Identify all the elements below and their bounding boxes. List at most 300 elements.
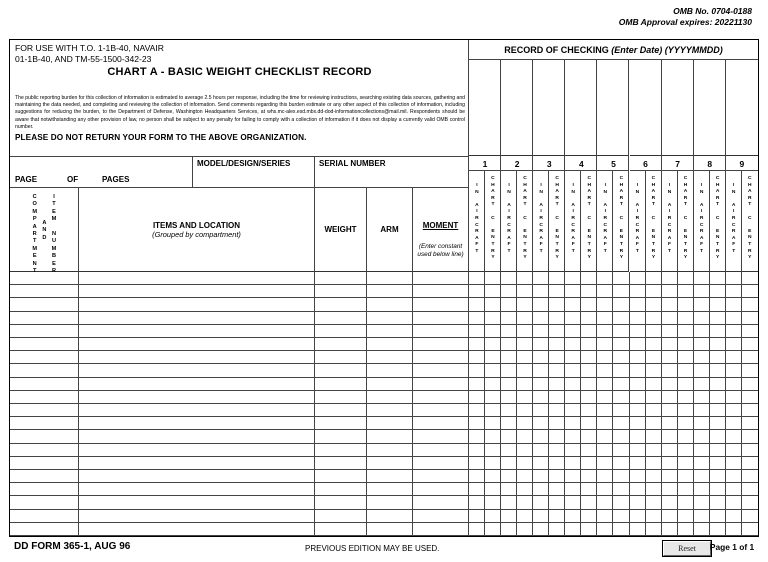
chart-c-entry-cell-5[interactable] (614, 444, 630, 457)
chart-c-entry-cell-5[interactable] (614, 417, 630, 430)
in-aircraft-cell-7[interactable] (662, 444, 678, 457)
weight-cell[interactable] (315, 496, 367, 509)
chart-c-entry-cell-6[interactable] (646, 483, 662, 496)
in-aircraft-cell-6[interactable] (630, 470, 646, 483)
in-aircraft-cell-4[interactable] (565, 404, 581, 417)
in-aircraft-cell-5[interactable] (597, 351, 613, 364)
in-aircraft-cell-1[interactable] (469, 417, 485, 430)
in-aircraft-cell-9[interactable] (726, 391, 742, 404)
in-aircraft-cell-4[interactable] (565, 325, 581, 338)
in-aircraft-cell-3[interactable] (533, 496, 549, 509)
compartment-item-cell[interactable] (10, 272, 79, 285)
chart-c-entry-cell-5[interactable] (614, 496, 630, 509)
chart-c-entry-cell-3[interactable] (549, 430, 565, 443)
in-aircraft-cell-3[interactable] (533, 364, 549, 377)
in-aircraft-cell-5[interactable] (597, 496, 613, 509)
date-cell-9[interactable] (726, 60, 758, 156)
moment-cell[interactable] (413, 523, 469, 536)
in-aircraft-cell-3[interactable] (533, 404, 549, 417)
chart-c-entry-cell-8[interactable] (710, 496, 726, 509)
in-aircraft-cell-5[interactable] (597, 457, 613, 470)
in-aircraft-cell-3[interactable] (533, 457, 549, 470)
in-aircraft-cell-7[interactable] (662, 404, 678, 417)
chart-c-entry-cell-9[interactable] (742, 417, 758, 430)
arm-cell[interactable] (367, 325, 413, 338)
chart-c-entry-cell-1[interactable] (485, 391, 501, 404)
chart-c-entry-cell-4[interactable] (581, 510, 597, 523)
in-aircraft-cell-9[interactable] (726, 351, 742, 364)
in-aircraft-cell-9[interactable] (726, 338, 742, 351)
in-aircraft-cell-8[interactable] (694, 298, 710, 311)
in-aircraft-cell-5[interactable] (597, 430, 613, 443)
chart-c-entry-cell-9[interactable] (742, 364, 758, 377)
chart-c-entry-cell-9[interactable] (742, 470, 758, 483)
in-aircraft-cell-1[interactable] (469, 444, 485, 457)
in-aircraft-cell-2[interactable] (501, 285, 517, 298)
in-aircraft-cell-2[interactable] (501, 272, 517, 285)
date-cell-4[interactable] (565, 60, 597, 156)
in-aircraft-cell-3[interactable] (533, 325, 549, 338)
chart-c-entry-cell-3[interactable] (549, 338, 565, 351)
chart-c-entry-cell-1[interactable] (485, 312, 501, 325)
in-aircraft-cell-6[interactable] (630, 496, 646, 509)
chart-c-entry-cell-2[interactable] (517, 404, 533, 417)
chart-c-entry-cell-7[interactable] (678, 312, 694, 325)
moment-cell[interactable] (413, 444, 469, 457)
weight-cell[interactable] (315, 417, 367, 430)
in-aircraft-cell-3[interactable] (533, 523, 549, 536)
in-aircraft-cell-7[interactable] (662, 325, 678, 338)
in-aircraft-cell-6[interactable] (630, 444, 646, 457)
chart-c-entry-cell-8[interactable] (710, 325, 726, 338)
chart-c-entry-cell-6[interactable] (646, 470, 662, 483)
items-location-cell[interactable] (79, 417, 315, 430)
chart-c-entry-cell-2[interactable] (517, 391, 533, 404)
chart-c-entry-cell-1[interactable] (485, 404, 501, 417)
compartment-item-cell[interactable] (10, 470, 79, 483)
date-cell-1[interactable] (469, 60, 501, 156)
items-location-cell[interactable] (79, 378, 315, 391)
in-aircraft-cell-1[interactable] (469, 312, 485, 325)
chart-c-entry-cell-2[interactable] (517, 312, 533, 325)
arm-cell[interactable] (367, 430, 413, 443)
chart-c-entry-cell-3[interactable] (549, 364, 565, 377)
in-aircraft-cell-1[interactable] (469, 510, 485, 523)
in-aircraft-cell-4[interactable] (565, 351, 581, 364)
chart-c-entry-cell-4[interactable] (581, 470, 597, 483)
chart-c-entry-cell-3[interactable] (549, 391, 565, 404)
in-aircraft-cell-9[interactable] (726, 483, 742, 496)
in-aircraft-cell-2[interactable] (501, 523, 517, 536)
compartment-item-cell[interactable] (10, 391, 79, 404)
in-aircraft-cell-9[interactable] (726, 470, 742, 483)
chart-c-entry-cell-9[interactable] (742, 312, 758, 325)
weight-cell[interactable] (315, 483, 367, 496)
in-aircraft-cell-1[interactable] (469, 470, 485, 483)
chart-c-entry-cell-6[interactable] (646, 496, 662, 509)
arm-cell[interactable] (367, 272, 413, 285)
chart-c-entry-cell-5[interactable] (614, 285, 630, 298)
in-aircraft-cell-6[interactable] (630, 378, 646, 391)
chart-c-entry-cell-4[interactable] (581, 523, 597, 536)
in-aircraft-cell-8[interactable] (694, 285, 710, 298)
chart-c-entry-cell-4[interactable] (581, 272, 597, 285)
chart-c-entry-cell-7[interactable] (678, 351, 694, 364)
date-cell-5[interactable] (597, 60, 629, 156)
in-aircraft-cell-8[interactable] (694, 483, 710, 496)
in-aircraft-cell-9[interactable] (726, 430, 742, 443)
chart-c-entry-cell-1[interactable] (485, 272, 501, 285)
in-aircraft-cell-4[interactable] (565, 312, 581, 325)
in-aircraft-cell-3[interactable] (533, 285, 549, 298)
chart-c-entry-cell-2[interactable] (517, 470, 533, 483)
in-aircraft-cell-9[interactable] (726, 404, 742, 417)
chart-c-entry-cell-9[interactable] (742, 430, 758, 443)
chart-c-entry-cell-4[interactable] (581, 457, 597, 470)
in-aircraft-cell-4[interactable] (565, 430, 581, 443)
chart-c-entry-cell-8[interactable] (710, 430, 726, 443)
in-aircraft-cell-4[interactable] (565, 338, 581, 351)
in-aircraft-cell-8[interactable] (694, 510, 710, 523)
in-aircraft-cell-4[interactable] (565, 523, 581, 536)
in-aircraft-cell-1[interactable] (469, 364, 485, 377)
in-aircraft-cell-8[interactable] (694, 364, 710, 377)
in-aircraft-cell-2[interactable] (501, 325, 517, 338)
chart-c-entry-cell-5[interactable] (614, 510, 630, 523)
compartment-item-cell[interactable] (10, 483, 79, 496)
date-cell-3[interactable] (533, 60, 565, 156)
chart-c-entry-cell-3[interactable] (549, 510, 565, 523)
in-aircraft-cell-7[interactable] (662, 312, 678, 325)
in-aircraft-cell-5[interactable] (597, 298, 613, 311)
moment-cell[interactable] (413, 285, 469, 298)
chart-c-entry-cell-2[interactable] (517, 457, 533, 470)
chart-c-entry-cell-7[interactable] (678, 523, 694, 536)
chart-c-entry-cell-3[interactable] (549, 378, 565, 391)
weight-cell[interactable] (315, 338, 367, 351)
in-aircraft-cell-4[interactable] (565, 483, 581, 496)
chart-c-entry-cell-3[interactable] (549, 351, 565, 364)
in-aircraft-cell-8[interactable] (694, 272, 710, 285)
in-aircraft-cell-9[interactable] (726, 325, 742, 338)
items-location-cell[interactable] (79, 470, 315, 483)
chart-c-entry-cell-5[interactable] (614, 470, 630, 483)
chart-c-entry-cell-7[interactable] (678, 470, 694, 483)
in-aircraft-cell-3[interactable] (533, 338, 549, 351)
chart-c-entry-cell-5[interactable] (614, 338, 630, 351)
items-location-cell[interactable] (79, 444, 315, 457)
chart-c-entry-cell-5[interactable] (614, 404, 630, 417)
weight-cell[interactable] (315, 391, 367, 404)
in-aircraft-cell-8[interactable] (694, 338, 710, 351)
compartment-item-cell[interactable] (10, 378, 79, 391)
in-aircraft-cell-4[interactable] (565, 298, 581, 311)
in-aircraft-cell-7[interactable] (662, 364, 678, 377)
compartment-item-cell[interactable] (10, 404, 79, 417)
reset-button[interactable]: Reset (663, 541, 711, 556)
compartment-item-cell[interactable] (10, 351, 79, 364)
in-aircraft-cell-1[interactable] (469, 325, 485, 338)
chart-c-entry-cell-9[interactable] (742, 444, 758, 457)
items-location-cell[interactable] (79, 364, 315, 377)
chart-c-entry-cell-2[interactable] (517, 351, 533, 364)
chart-c-entry-cell-7[interactable] (678, 285, 694, 298)
arm-cell[interactable] (367, 404, 413, 417)
weight-cell[interactable] (315, 351, 367, 364)
date-cell-8[interactable] (694, 60, 726, 156)
in-aircraft-cell-7[interactable] (662, 298, 678, 311)
moment-cell[interactable] (413, 312, 469, 325)
chart-c-entry-cell-2[interactable] (517, 523, 533, 536)
chart-c-entry-cell-3[interactable] (549, 496, 565, 509)
items-location-cell[interactable] (79, 285, 315, 298)
in-aircraft-cell-1[interactable] (469, 298, 485, 311)
in-aircraft-cell-2[interactable] (501, 417, 517, 430)
moment-cell[interactable] (413, 325, 469, 338)
date-cell-2[interactable] (501, 60, 533, 156)
arm-cell[interactable] (367, 457, 413, 470)
chart-c-entry-cell-7[interactable] (678, 430, 694, 443)
chart-c-entry-cell-6[interactable] (646, 404, 662, 417)
chart-c-entry-cell-1[interactable] (485, 378, 501, 391)
in-aircraft-cell-7[interactable] (662, 391, 678, 404)
in-aircraft-cell-7[interactable] (662, 510, 678, 523)
weight-cell[interactable] (315, 523, 367, 536)
moment-cell[interactable] (413, 364, 469, 377)
date-cell-7[interactable] (662, 60, 694, 156)
in-aircraft-cell-8[interactable] (694, 430, 710, 443)
in-aircraft-cell-7[interactable] (662, 285, 678, 298)
chart-c-entry-cell-1[interactable] (485, 496, 501, 509)
in-aircraft-cell-8[interactable] (694, 391, 710, 404)
in-aircraft-cell-1[interactable] (469, 457, 485, 470)
in-aircraft-cell-9[interactable] (726, 298, 742, 311)
items-location-cell[interactable] (79, 338, 315, 351)
moment-cell[interactable] (413, 457, 469, 470)
chart-c-entry-cell-9[interactable] (742, 272, 758, 285)
in-aircraft-cell-3[interactable] (533, 272, 549, 285)
in-aircraft-cell-9[interactable] (726, 378, 742, 391)
in-aircraft-cell-5[interactable] (597, 483, 613, 496)
in-aircraft-cell-4[interactable] (565, 470, 581, 483)
in-aircraft-cell-5[interactable] (597, 523, 613, 536)
chart-c-entry-cell-1[interactable] (485, 457, 501, 470)
arm-cell[interactable] (367, 470, 413, 483)
compartment-item-cell[interactable] (10, 510, 79, 523)
chart-c-entry-cell-2[interactable] (517, 417, 533, 430)
weight-cell[interactable] (315, 510, 367, 523)
chart-c-entry-cell-1[interactable] (485, 417, 501, 430)
moment-cell[interactable] (413, 338, 469, 351)
in-aircraft-cell-5[interactable] (597, 417, 613, 430)
chart-c-entry-cell-7[interactable] (678, 325, 694, 338)
in-aircraft-cell-5[interactable] (597, 272, 613, 285)
in-aircraft-cell-6[interactable] (630, 523, 646, 536)
chart-c-entry-cell-2[interactable] (517, 364, 533, 377)
chart-c-entry-cell-4[interactable] (581, 483, 597, 496)
in-aircraft-cell-6[interactable] (630, 298, 646, 311)
chart-c-entry-cell-2[interactable] (517, 272, 533, 285)
chart-c-entry-cell-1[interactable] (485, 510, 501, 523)
arm-cell[interactable] (367, 417, 413, 430)
in-aircraft-cell-8[interactable] (694, 351, 710, 364)
chart-c-entry-cell-8[interactable] (710, 404, 726, 417)
chart-c-entry-cell-9[interactable] (742, 404, 758, 417)
chart-c-entry-cell-1[interactable] (485, 430, 501, 443)
chart-c-entry-cell-8[interactable] (710, 338, 726, 351)
arm-cell[interactable] (367, 444, 413, 457)
chart-c-entry-cell-4[interactable] (581, 338, 597, 351)
compartment-item-cell[interactable] (10, 457, 79, 470)
chart-c-entry-cell-5[interactable] (614, 298, 630, 311)
chart-c-entry-cell-4[interactable] (581, 364, 597, 377)
compartment-item-cell[interactable] (10, 417, 79, 430)
chart-c-entry-cell-8[interactable] (710, 391, 726, 404)
arm-cell[interactable] (367, 364, 413, 377)
in-aircraft-cell-2[interactable] (501, 444, 517, 457)
in-aircraft-cell-8[interactable] (694, 444, 710, 457)
in-aircraft-cell-6[interactable] (630, 325, 646, 338)
chart-c-entry-cell-8[interactable] (710, 483, 726, 496)
arm-cell[interactable] (367, 351, 413, 364)
chart-c-entry-cell-5[interactable] (614, 457, 630, 470)
in-aircraft-cell-4[interactable] (565, 285, 581, 298)
chart-c-entry-cell-8[interactable] (710, 272, 726, 285)
chart-c-entry-cell-4[interactable] (581, 285, 597, 298)
chart-c-entry-cell-9[interactable] (742, 378, 758, 391)
moment-cell[interactable] (413, 298, 469, 311)
chart-c-entry-cell-9[interactable] (742, 457, 758, 470)
in-aircraft-cell-4[interactable] (565, 457, 581, 470)
chart-c-entry-cell-6[interactable] (646, 417, 662, 430)
in-aircraft-cell-5[interactable] (597, 364, 613, 377)
in-aircraft-cell-7[interactable] (662, 483, 678, 496)
compartment-item-cell[interactable] (10, 523, 79, 536)
compartment-item-cell[interactable] (10, 496, 79, 509)
chart-c-entry-cell-5[interactable] (614, 364, 630, 377)
date-cell-6[interactable] (630, 60, 662, 156)
chart-c-entry-cell-4[interactable] (581, 351, 597, 364)
in-aircraft-cell-7[interactable] (662, 457, 678, 470)
chart-c-entry-cell-5[interactable] (614, 391, 630, 404)
items-location-cell[interactable] (79, 391, 315, 404)
chart-c-entry-cell-4[interactable] (581, 496, 597, 509)
chart-c-entry-cell-9[interactable] (742, 483, 758, 496)
chart-c-entry-cell-1[interactable] (485, 325, 501, 338)
in-aircraft-cell-3[interactable] (533, 378, 549, 391)
in-aircraft-cell-3[interactable] (533, 483, 549, 496)
chart-c-entry-cell-7[interactable] (678, 272, 694, 285)
chart-c-entry-cell-1[interactable] (485, 285, 501, 298)
chart-c-entry-cell-8[interactable] (710, 298, 726, 311)
in-aircraft-cell-8[interactable] (694, 404, 710, 417)
items-location-cell[interactable] (79, 523, 315, 536)
in-aircraft-cell-1[interactable] (469, 285, 485, 298)
in-aircraft-cell-9[interactable] (726, 285, 742, 298)
chart-c-entry-cell-4[interactable] (581, 391, 597, 404)
chart-c-entry-cell-1[interactable] (485, 364, 501, 377)
chart-c-entry-cell-7[interactable] (678, 378, 694, 391)
chart-c-entry-cell-9[interactable] (742, 496, 758, 509)
moment-cell[interactable] (413, 391, 469, 404)
in-aircraft-cell-2[interactable] (501, 510, 517, 523)
chart-c-entry-cell-7[interactable] (678, 457, 694, 470)
chart-c-entry-cell-8[interactable] (710, 364, 726, 377)
chart-c-entry-cell-2[interactable] (517, 430, 533, 443)
in-aircraft-cell-6[interactable] (630, 312, 646, 325)
chart-c-entry-cell-2[interactable] (517, 325, 533, 338)
in-aircraft-cell-3[interactable] (533, 298, 549, 311)
moment-cell[interactable] (413, 378, 469, 391)
items-location-cell[interactable] (79, 510, 315, 523)
in-aircraft-cell-8[interactable] (694, 523, 710, 536)
in-aircraft-cell-1[interactable] (469, 272, 485, 285)
chart-c-entry-cell-5[interactable] (614, 483, 630, 496)
in-aircraft-cell-2[interactable] (501, 351, 517, 364)
serial-number-cell[interactable] (315, 156, 469, 187)
chart-c-entry-cell-1[interactable] (485, 351, 501, 364)
in-aircraft-cell-2[interactable] (501, 496, 517, 509)
chart-c-entry-cell-3[interactable] (549, 325, 565, 338)
in-aircraft-cell-8[interactable] (694, 325, 710, 338)
weight-cell[interactable] (315, 285, 367, 298)
compartment-item-cell[interactable] (10, 325, 79, 338)
moment-cell[interactable] (413, 351, 469, 364)
chart-c-entry-cell-5[interactable] (614, 325, 630, 338)
in-aircraft-cell-3[interactable] (533, 470, 549, 483)
chart-c-entry-cell-1[interactable] (485, 470, 501, 483)
in-aircraft-cell-6[interactable] (630, 351, 646, 364)
in-aircraft-cell-2[interactable] (501, 391, 517, 404)
in-aircraft-cell-9[interactable] (726, 523, 742, 536)
chart-c-entry-cell-9[interactable] (742, 285, 758, 298)
in-aircraft-cell-9[interactable] (726, 272, 742, 285)
weight-cell[interactable] (315, 364, 367, 377)
chart-c-entry-cell-9[interactable] (742, 391, 758, 404)
in-aircraft-cell-5[interactable] (597, 444, 613, 457)
weight-cell[interactable] (315, 378, 367, 391)
chart-c-entry-cell-7[interactable] (678, 404, 694, 417)
in-aircraft-cell-5[interactable] (597, 285, 613, 298)
in-aircraft-cell-1[interactable] (469, 351, 485, 364)
chart-c-entry-cell-4[interactable] (581, 444, 597, 457)
in-aircraft-cell-6[interactable] (630, 272, 646, 285)
in-aircraft-cell-9[interactable] (726, 444, 742, 457)
moment-cell[interactable] (413, 272, 469, 285)
chart-c-entry-cell-8[interactable] (710, 417, 726, 430)
chart-c-entry-cell-8[interactable] (710, 378, 726, 391)
chart-c-entry-cell-6[interactable] (646, 285, 662, 298)
in-aircraft-cell-9[interactable] (726, 496, 742, 509)
items-location-cell[interactable] (79, 496, 315, 509)
chart-c-entry-cell-3[interactable] (549, 470, 565, 483)
in-aircraft-cell-5[interactable] (597, 378, 613, 391)
chart-c-entry-cell-6[interactable] (646, 444, 662, 457)
chart-c-entry-cell-8[interactable] (710, 510, 726, 523)
in-aircraft-cell-7[interactable] (662, 378, 678, 391)
chart-c-entry-cell-1[interactable] (485, 444, 501, 457)
compartment-item-cell[interactable] (10, 312, 79, 325)
in-aircraft-cell-2[interactable] (501, 483, 517, 496)
chart-c-entry-cell-7[interactable] (678, 496, 694, 509)
in-aircraft-cell-4[interactable] (565, 496, 581, 509)
chart-c-entry-cell-9[interactable] (742, 325, 758, 338)
in-aircraft-cell-6[interactable] (630, 338, 646, 351)
in-aircraft-cell-3[interactable] (533, 510, 549, 523)
chart-c-entry-cell-2[interactable] (517, 496, 533, 509)
arm-cell[interactable] (367, 510, 413, 523)
chart-c-entry-cell-2[interactable] (517, 510, 533, 523)
